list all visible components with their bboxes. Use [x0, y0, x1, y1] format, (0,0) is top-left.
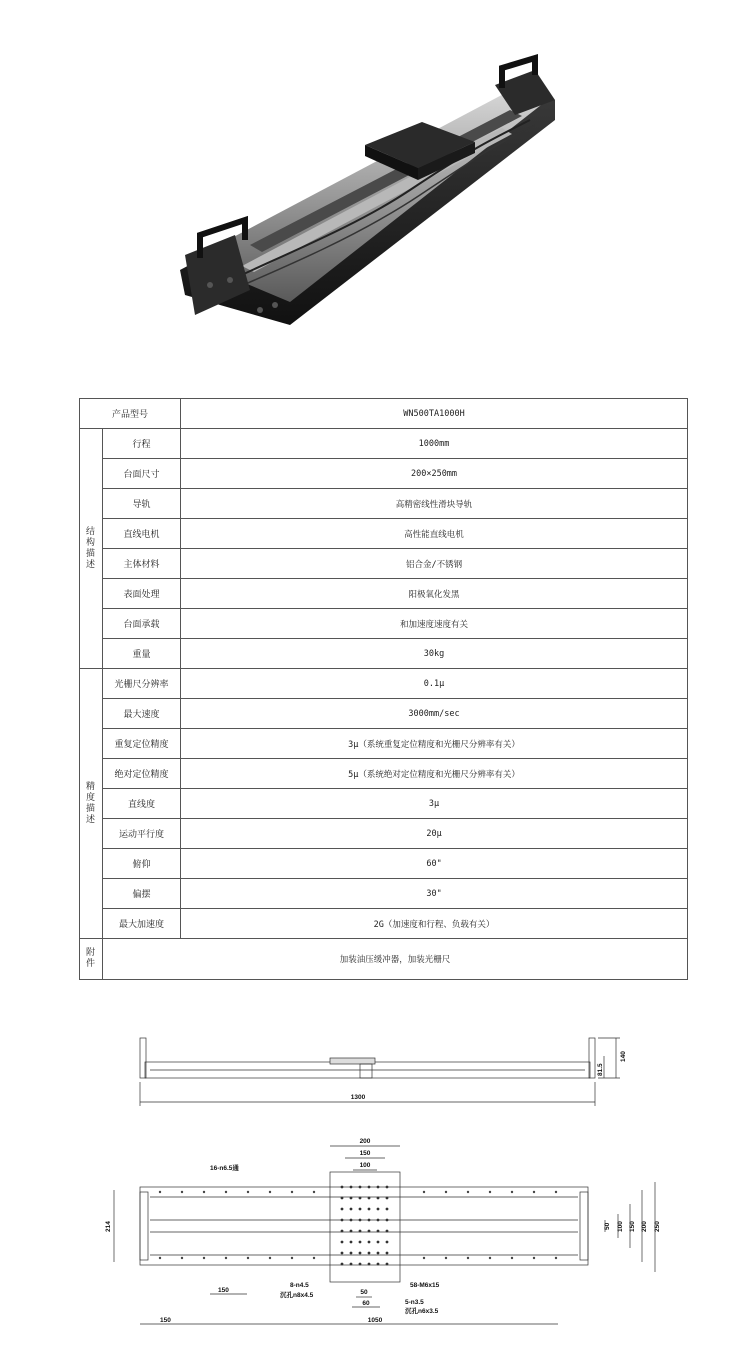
table-row [80, 729, 688, 759]
table-row [80, 699, 688, 729]
table-row [80, 579, 688, 609]
row-value: 30kg [181, 639, 688, 669]
group-label: 精度描述 [80, 669, 103, 939]
dim-214: 214 [105, 1221, 112, 1232]
carriage-hole [341, 1186, 344, 1189]
table-row [80, 399, 688, 429]
carriage-hole [368, 1241, 371, 1244]
row-value: 60" [181, 849, 688, 879]
carriage-hole [341, 1241, 344, 1244]
row-value: 0.1μ [181, 669, 688, 699]
rail-hole [313, 1191, 315, 1193]
carriage-hole [350, 1263, 353, 1266]
rail-hole [467, 1257, 469, 1259]
table-row [80, 459, 688, 489]
rail-hole [247, 1191, 249, 1193]
dim-50-bottom: 50 [360, 1289, 368, 1296]
carriage-hole [350, 1230, 353, 1233]
product-photo [150, 40, 600, 360]
rail-hole [555, 1191, 557, 1193]
dim-r250: 250 [654, 1221, 661, 1232]
dim-r200: 200 [641, 1221, 648, 1232]
carriage-hole [377, 1186, 380, 1189]
carriage-hole [386, 1219, 389, 1222]
carriage-hole [377, 1230, 380, 1233]
dim-60: 60 [362, 1300, 370, 1307]
note-5-holes: 5-n3.5 [405, 1299, 424, 1306]
carriage-hole [359, 1252, 362, 1255]
row-label: 台面尺寸 [103, 459, 181, 489]
table-row [80, 519, 688, 549]
carriage-hole [377, 1197, 380, 1200]
table-row [80, 609, 688, 639]
rail-hole [181, 1257, 183, 1259]
table-row [80, 939, 688, 980]
table-row [80, 429, 688, 459]
carriage-hole [350, 1197, 353, 1200]
row-label: 最大加速度 [103, 909, 181, 939]
carriage-hole [386, 1241, 389, 1244]
row-label: 导轨 [103, 489, 181, 519]
table-row [80, 789, 688, 819]
table-row [80, 489, 688, 519]
model-value: WN500TA1000H [181, 399, 688, 429]
dim-100: 100 [359, 1162, 371, 1169]
row-label: 台面承载 [103, 609, 181, 639]
model-label: 产品型号 [80, 399, 181, 429]
attachment-value: 加装油压缓冲器，加装光栅尺 [103, 939, 688, 980]
dim-r100: 100 [617, 1221, 624, 1232]
row-value: 高精密线性滑块导轨 [181, 489, 688, 519]
carriage-hole [368, 1252, 371, 1255]
carriage-hole [377, 1241, 380, 1244]
carriage-hole [359, 1230, 362, 1233]
table-row [80, 819, 688, 849]
carriage-hole [350, 1186, 353, 1189]
rail-hole [533, 1257, 535, 1259]
carriage-hole [359, 1263, 362, 1266]
rail-hole [159, 1257, 161, 1259]
carriage-hole [359, 1241, 362, 1244]
dim-140: 140 [620, 1051, 627, 1062]
carriage-hole [350, 1252, 353, 1255]
note-16-holes: 16-n6.5通 [210, 1165, 239, 1172]
carriage-hole [377, 1208, 380, 1211]
rail-hole [489, 1257, 491, 1259]
carriage-hole [386, 1186, 389, 1189]
rail-hole [533, 1191, 535, 1193]
dim-150-top: 150 [359, 1150, 371, 1157]
rail-hole [445, 1191, 447, 1193]
row-label: 直线电机 [103, 519, 181, 549]
row-value: 5μ（系统绝对定位精度和光栅尺分辨率有关） [181, 759, 688, 789]
attachment-label: 附件 [80, 939, 103, 980]
carriage-hole [359, 1208, 362, 1211]
row-value: 高性能直线电机 [181, 519, 688, 549]
table-row [80, 639, 688, 669]
table-row [80, 909, 688, 939]
rail-hole [423, 1257, 425, 1259]
row-value: 2G（加速度和行程、负载有关） [181, 909, 688, 939]
rail-hole [269, 1257, 271, 1259]
row-label: 行程 [103, 429, 181, 459]
carriage-hole [341, 1263, 344, 1266]
side-view-carriage [330, 1058, 375, 1064]
row-label: 偏摆 [103, 879, 181, 909]
top-view-carriage [330, 1172, 400, 1282]
carriage-hole [359, 1186, 362, 1189]
carriage-hole [386, 1208, 389, 1211]
note-58-threads: 58-M6x15 [410, 1282, 440, 1289]
rail-hole [511, 1191, 513, 1193]
dim-81-5: 81.5 [597, 1063, 604, 1076]
row-value: 阳极氧化发黑 [181, 579, 688, 609]
rail-hole [225, 1191, 227, 1193]
rail-hole [269, 1191, 271, 1193]
carriage-hole [341, 1208, 344, 1211]
row-label: 重复定位精度 [103, 729, 181, 759]
rail-hole [555, 1257, 557, 1259]
carriage-hole [350, 1241, 353, 1244]
top-view-base [140, 1187, 588, 1265]
row-label: 俯仰 [103, 849, 181, 879]
rail-hole [291, 1191, 293, 1193]
rail-hole [467, 1191, 469, 1193]
rail-hole [181, 1191, 183, 1193]
carriage-hole [368, 1186, 371, 1189]
carriage-hole [386, 1230, 389, 1233]
rail-hole [225, 1257, 227, 1259]
carriage-hole [377, 1263, 380, 1266]
rail-hole [159, 1191, 161, 1193]
rail-hole [489, 1191, 491, 1193]
row-label: 绝对定位精度 [103, 759, 181, 789]
note-5-counterbore: 沉孔n6x3.5 [405, 1308, 439, 1315]
carriage-hole [341, 1197, 344, 1200]
carriage-hole [377, 1252, 380, 1255]
carriage-hole [341, 1252, 344, 1255]
rail-hole [511, 1257, 513, 1259]
carriage-hole [341, 1230, 344, 1233]
rail-hole [247, 1257, 249, 1259]
carriage-hole [350, 1208, 353, 1211]
spec-table [79, 398, 688, 980]
carriage-hole [368, 1230, 371, 1233]
table-row [80, 879, 688, 909]
row-value: 3μ [181, 789, 688, 819]
carriage-hole [386, 1197, 389, 1200]
row-label: 重量 [103, 639, 181, 669]
side-view-drawing [120, 1032, 630, 1114]
row-value: 3000mm/sec [181, 699, 688, 729]
note-8-holes: 8-n4.5 [290, 1282, 309, 1289]
dim-1050: 1050 [367, 1317, 383, 1324]
table-row [80, 759, 688, 789]
dim-r150: 150 [629, 1221, 636, 1232]
table-row [80, 849, 688, 879]
row-label: 主体材料 [103, 549, 181, 579]
carriage-hole [368, 1208, 371, 1211]
row-label: 运动平行度 [103, 819, 181, 849]
carriage-hole [341, 1219, 344, 1222]
rail-holes [159, 1191, 557, 1259]
carriage-hole [368, 1197, 371, 1200]
carriage-hole [368, 1263, 371, 1266]
table-row [80, 549, 688, 579]
row-value: 20μ [181, 819, 688, 849]
carriage-hole [377, 1219, 380, 1222]
dim-150-bottom: 150 [160, 1317, 171, 1324]
rail-hole [445, 1257, 447, 1259]
row-value: 3μ（系统重复定位精度和光栅尺分辨率有关） [181, 729, 688, 759]
carriage-hole [368, 1219, 371, 1222]
carriage-hole [386, 1263, 389, 1266]
carriage-hole [359, 1197, 362, 1200]
top-view-drawing [100, 1132, 670, 1332]
dim-200: 200 [359, 1138, 371, 1145]
dim-150-mid: 150 [218, 1287, 229, 1294]
carriage-hole-grid [341, 1186, 389, 1266]
rail-hole [203, 1191, 205, 1193]
carriage-hole [350, 1219, 353, 1222]
row-value: 30" [181, 879, 688, 909]
rail-hole [423, 1191, 425, 1193]
note-8-counterbore: 沉孔n8x4.5 [280, 1292, 314, 1299]
carriage-hole [386, 1252, 389, 1255]
rail-hole [291, 1257, 293, 1259]
row-value: 200×250mm [181, 459, 688, 489]
rail-hole [203, 1257, 205, 1259]
row-value: 铝合金/不锈钢 [181, 549, 688, 579]
group-label: 结构描述 [80, 429, 103, 669]
row-value: 1000mm [181, 429, 688, 459]
row-label: 最大速度 [103, 699, 181, 729]
row-label: 表面处理 [103, 579, 181, 609]
rail-hole [313, 1257, 315, 1259]
row-label: 光栅尺分辨率 [103, 669, 181, 699]
row-value: 和加速度速度有关 [181, 609, 688, 639]
table-row [80, 669, 688, 699]
dim-1300: 1300 [350, 1094, 366, 1101]
row-label: 直线度 [103, 789, 181, 819]
dim-r50: 50 [604, 1222, 611, 1230]
carriage-hole [359, 1219, 362, 1222]
